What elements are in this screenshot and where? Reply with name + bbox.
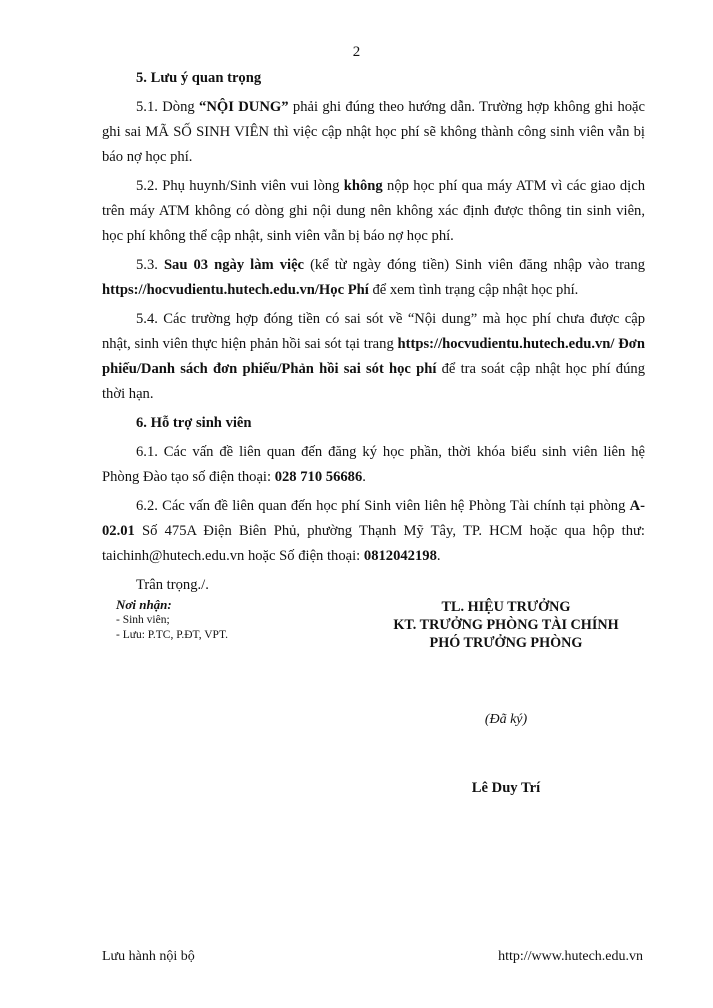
signature-block (356, 598, 656, 797)
signature-title-3: PHÓ TRƯỞNG PHÒNG (429, 635, 583, 651)
paragraph-6-1 (102, 440, 645, 490)
phone-number: 028 710 56686 (274, 469, 363, 485)
paragraph-5-3 (102, 253, 645, 303)
paragraph-5-1 (102, 95, 645, 170)
text: 6.2. Các vấn đề liên quan đến học phí Sinh viên liên hệ Phòng Tài chính tại phòng (136, 498, 630, 514)
text: . (436, 548, 441, 564)
recipients-block (116, 596, 336, 643)
bold-text: Sau 03 ngày làm việc (163, 257, 305, 273)
text: phải ghi đúng theo hướng dẫn. Trường hợp không ghi hoặc ghi sai MÃ SỐ SINH VIÊN thì việc cập nhật học phí sẽ không thành công sinh viên vẫn bị báo nợ học phí. (102, 99, 646, 165)
footer-url: http://www.hutech.edu.vn (498, 949, 643, 964)
text: 5.2. Phụ huynh/Sinh viên vui lòng (136, 178, 344, 194)
recipient-item: - Lưu: P.TC, P.ĐT, VPT. (116, 629, 228, 641)
recipients-title: Nơi nhận: (116, 597, 172, 612)
text: Số 475A Điện Biên Phủ, phường Thạnh Mỹ Tây, TP. HCM hoặc qua hộp thư: taichinh@hutech.edu.vn hoặc Số điện thoại: (102, 523, 645, 564)
signer-name: Lê Duy Trí (471, 780, 541, 796)
text: 5.1. Dòng (136, 99, 200, 115)
phone-number: 0812042198 (363, 548, 437, 564)
paragraph-5-4 (102, 307, 645, 407)
signature-title-2: KT. TRƯỞNG PHÒNG TÀI CHÍNH (393, 617, 619, 633)
signed-note: (Đã ký) (484, 712, 528, 727)
text: nộp học phí qua máy ATM vì các giao dịch trên máy ATM không có dòng ghi nội dung nên không xác định được thông tin sinh viên, học phí không thể cập nhật, sinh viên vẫn bị báo nợ học phí. (102, 178, 645, 244)
section-6-heading: 6. Hỗ trợ sinh viên (136, 415, 252, 431)
text: 5.3. (136, 257, 164, 273)
text: (kể từ ngày đóng tiền) Sinh viên đăng nhập vào trang (304, 257, 645, 273)
link-text: https://hocvudientu.hutech.edu.vn/ Đơn phiếu/Danh sách đơn phiếu/Phản hồi sai sót học phí (102, 336, 645, 377)
text: 6.1. Các vấn đề liên quan đến đăng ký học phần, thời khóa biểu sinh viên liên hệ Phòng Đào tạo số điện thoại: (102, 444, 645, 485)
signature-title-1: TL. HIỆU TRƯỞNG (441, 599, 571, 615)
text: . (362, 469, 366, 485)
bold-text: “NỘI DUNG” (199, 99, 289, 115)
text: 5.4. Các trường hợp đóng tiền có sai sót về “Nội dung” mà học phí chưa được cập nhật, sinh viên thực hiện phản hồi sai sót tại trang (102, 311, 645, 352)
closing-text: Trân trọng./. (136, 577, 209, 593)
link-text: https://hocvudientu.hutech.edu.vn/Học Phí (102, 282, 369, 298)
footer-left: Lưu hành nội bộ (102, 949, 195, 964)
section-5-heading: 5. Lưu ý quan trọng (136, 70, 262, 86)
recipient-item: - Sinh viên; (116, 614, 170, 626)
room-number: A-02.01 (102, 498, 645, 539)
page-number: 2 (352, 44, 361, 60)
bold-text: không (343, 178, 383, 194)
paragraph-5-2 (102, 174, 645, 249)
paragraph-6-2 (102, 494, 645, 569)
document-body (102, 66, 645, 598)
text: để tra soát cập nhật học phí đúng thời hạn. (102, 361, 645, 402)
text: để xem tình trạng cập nhật học phí. (368, 282, 579, 298)
